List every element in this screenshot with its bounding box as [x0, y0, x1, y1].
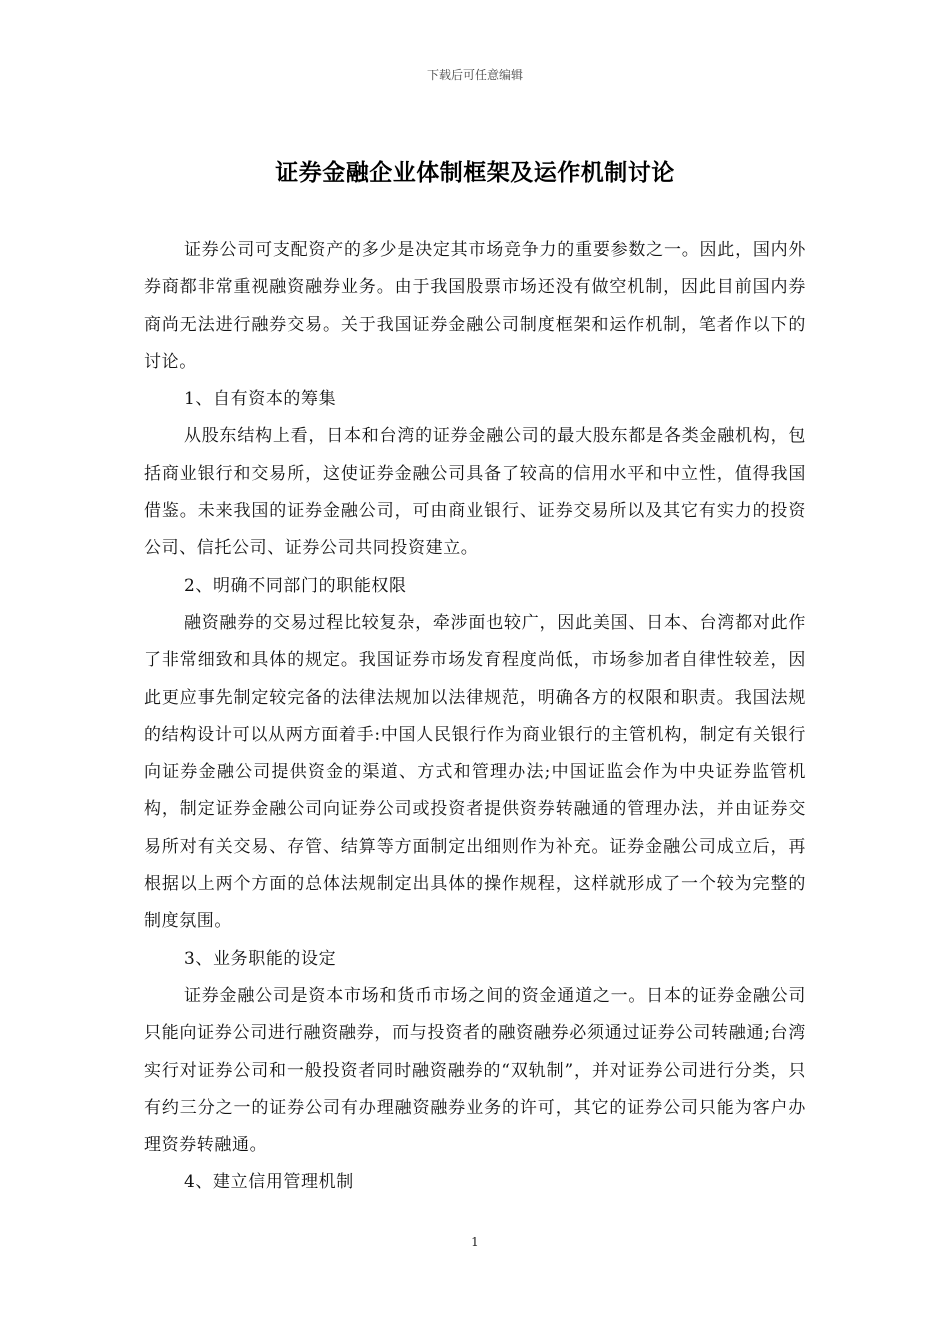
- section-heading-3: 3、业务职能的设定: [184, 948, 337, 969]
- intro-paragraph: 证券公司可支配资产的多少是决定其市场竞争力的重要参数之一。因此，国内外券商都非常重视融资融券业务。由于我国股票市场还没有做空机制，因此目前国内券商尚无法进行融券交易。关于我国证券金融公司制度框架和运作机制，笔者作以下的讨论。: [144, 240, 806, 372]
- document-title: 证券金融企业体制框架及运作机制讨论: [275, 160, 675, 186]
- section-heading-1: 1、自有资本的筹集: [184, 389, 337, 410]
- page-number: 1: [471, 1235, 479, 1249]
- section-body-3: 证券金融公司是资本市场和货币市场之间的资金通道之一。日本的证券金融公司只能向证券公司进行融资融券，而与投资者的融资融券必须通过证券公司转融通;台湾实行对证券公司和一般投资者同时融资融券的“双轨制”，并对证券公司进行分类，只有约三分之一的证券公司有办理融资融券业务的许可，其它的证券公司只能为客户办理资券转融通。: [144, 985, 806, 1156]
- section-heading-2: 2、明确不同部门的职能权限: [184, 575, 407, 596]
- section-heading-4: 4、建立信用管理机制: [184, 1172, 354, 1193]
- section-body-1: 从股东结构上看，日本和台湾的证券金融公司的最大股东都是各类金融机构，包括商业银行和交易所，这使证券金融公司具备了较高的信用水平和中立性，值得我国借鉴。未来我国的证券金融公司，可由商业银行、证券交易所以及其它有实力的投资公司、信托公司、证券公司共同投资建立。: [144, 426, 806, 559]
- header-note: 下载后可任意编辑: [426, 68, 523, 82]
- section-body-2: 融资融券的交易过程比较复杂，牵涉面也较广，因此美国、日本、台湾都对此作了非常细致和具体的规定。我国证券市场发育程度尚低，市场参加者自律性较差，因此更应事先制定较完备的法律法规加以法律规范，明确各方的权限和职责。我国法规的结构设计可以从两方面着手:中国人民银行作为商业银行的主管机构，制定有关银行向证券金融公司提供资金的渠道、方式和管理办法;中国证监会作为中央证券监管机构，制定证券金融公司向证券公司或投资者提供资券转融通的管理办法，并由证券交易所对有关交易、存管、结算等方面制定出细则作为补充。证券金融公司成立后，再根据以上两个方面的总体法规制定出具体的操作规程，这样就形成了一个较为完整的制度氛围。: [144, 612, 806, 932]
- document-body: [144, 232, 806, 1202]
